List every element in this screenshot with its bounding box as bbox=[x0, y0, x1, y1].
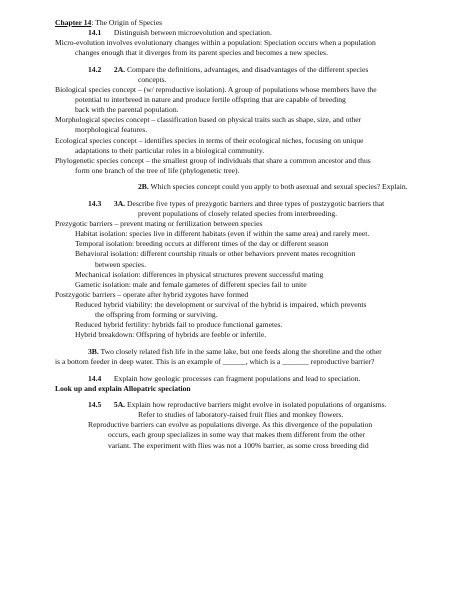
bio-line-1: Biological species concept – (w/ reproductive isolation). A group of populations whose members have the bbox=[55, 85, 377, 95]
eco-line-1: Ecological species concept – identifies species in terms of their ecological niches, focusing on unique bbox=[55, 135, 364, 145]
section-14-3-line-2: prevent populations of closely related species from interbreeding. bbox=[138, 209, 338, 219]
section-text: Distinguish between microevolution and speciation. bbox=[113, 28, 272, 38]
section-14-5-line-2: Refer to studies of laboratory-raised fruit flies and monkey flowers. bbox=[138, 410, 344, 420]
question-3b bbox=[55, 347, 422, 357]
micro-line-2: changes enough that it diverges from its parent species and becomes a new species. bbox=[75, 48, 328, 58]
section-text: Explain how geologic processes can fragment populations and lead to speciation. bbox=[113, 373, 361, 383]
section-14-5 bbox=[55, 400, 422, 410]
question-text: Compare the definitions, advantages, and disadvantages of the different species bbox=[125, 64, 369, 74]
question-text: Which species concept could you apply to both asexual and sexual species? Explain. bbox=[148, 182, 408, 192]
question-text: Two closely related fish life in the same lake, but one feeds along the shoreline and the other bbox=[98, 346, 382, 356]
postzygotic-heading: Postzygotic barriers – operate after hybrid zygotes have formed bbox=[55, 289, 249, 299]
question-text: Describe five types of prezygotic barriers and three types of postzygotic barriers that bbox=[125, 199, 385, 208]
mechanical-isolation: Mechanical isolation: differences in physical structures prevent successful mating bbox=[75, 269, 324, 279]
section-14-4 bbox=[55, 374, 422, 384]
section-14-2 bbox=[55, 65, 422, 75]
section-number: 14.4 bbox=[88, 373, 102, 383]
section-number: 14.2 bbox=[88, 64, 102, 74]
reduced-fertility: Reduced hybrid fertility: hybrids fail to produce functional gametes. bbox=[75, 320, 283, 330]
question-label: 2B. bbox=[138, 182, 149, 192]
section-number: 14.1 bbox=[88, 28, 102, 38]
morph-line-2: morphological features. bbox=[75, 125, 148, 135]
section-number: 14.5 bbox=[88, 400, 102, 410]
eco-line-2: adaptations to their particular roles in a biological community. bbox=[75, 145, 265, 155]
question-label: 3A. bbox=[113, 199, 126, 208]
question-label: 3B. bbox=[88, 346, 99, 356]
gametic-isolation: Gametic isolation: male and female gametes of different species fail to unite bbox=[75, 279, 307, 289]
temporal-isolation: Temporal isolation: breeding occurs at different times of the day or different season bbox=[75, 239, 329, 249]
chapter-heading bbox=[55, 18, 422, 28]
question-3b-line-2: is a bottom feeder in deep water. This is an example of ______, which is a _______ reproductive barrier? bbox=[55, 356, 375, 366]
morph-line-1: Morphological species concept – classification based on physical traits such as shape, size, and other bbox=[55, 115, 362, 125]
reduced-viability-line-1: Reduced hybrid viability: the development or survival of the hybrid is impaired, which prevents bbox=[75, 299, 367, 309]
phylo-line-1: Phylogenetic species concept – the smallest group of individuals that share a common ancestor and thus bbox=[55, 155, 371, 165]
micro-line-1: Micro-evolution involves evolutionary changes within a population: Speciation occurs when a population bbox=[55, 38, 376, 48]
repro-line-2: occurs, each group specializes in some way that makes them different from the other bbox=[108, 430, 366, 440]
chapter-label: Chapter 14 bbox=[55, 18, 92, 27]
section-14-2-line-2: concepts. bbox=[138, 74, 167, 84]
behavioral-isolation-line-1: Behavioral isolation: different courtship rituals or other behaviors prevent mates recognition bbox=[75, 249, 356, 259]
question-label: 2A. bbox=[113, 64, 126, 74]
question-2b bbox=[55, 182, 422, 192]
question-text: Explain how reproductive barriers might evolve in isolated populations of organisms. bbox=[125, 400, 387, 410]
chapter-title: : The Origin of Species bbox=[91, 18, 163, 27]
behavioral-isolation-line-2: between species. bbox=[95, 259, 147, 269]
habitat-isolation: Habitat isolation: species live in different habitats (even if within the same area) and rarely meet. bbox=[75, 229, 370, 239]
section-number: 14.3 bbox=[88, 199, 102, 208]
repro-line-1: Reproductive barriers can evolve as populations diverge. As this divergence of the population bbox=[88, 420, 373, 430]
repro-line-3: variant. The experiment with flies was not a 100% barrier, as some cross breeding did bbox=[108, 440, 369, 450]
allopatric-heading: Look up and explain Allopatric speciation bbox=[55, 383, 191, 393]
reduced-viability-line-2: the offspring from forming or surviving. bbox=[95, 310, 218, 320]
question-label: 5A. bbox=[113, 400, 126, 410]
section-14-3 bbox=[55, 199, 422, 209]
bio-line-3: back with the parental population. bbox=[75, 105, 179, 115]
phylo-line-2: form one branch of the tree of life (phylogenetic tree). bbox=[75, 165, 240, 175]
prezygotic-heading: Prezygotic barriers – prevent mating or fertilization between species bbox=[55, 219, 263, 229]
hybrid-breakdown: Hybrid breakdown: Offspring of hybrids are feeble or infertile. bbox=[75, 330, 267, 340]
section-14-1 bbox=[55, 28, 422, 38]
bio-line-2: potential to interbreed in nature and produce fertile offspring that are capable of breeding bbox=[75, 95, 346, 105]
